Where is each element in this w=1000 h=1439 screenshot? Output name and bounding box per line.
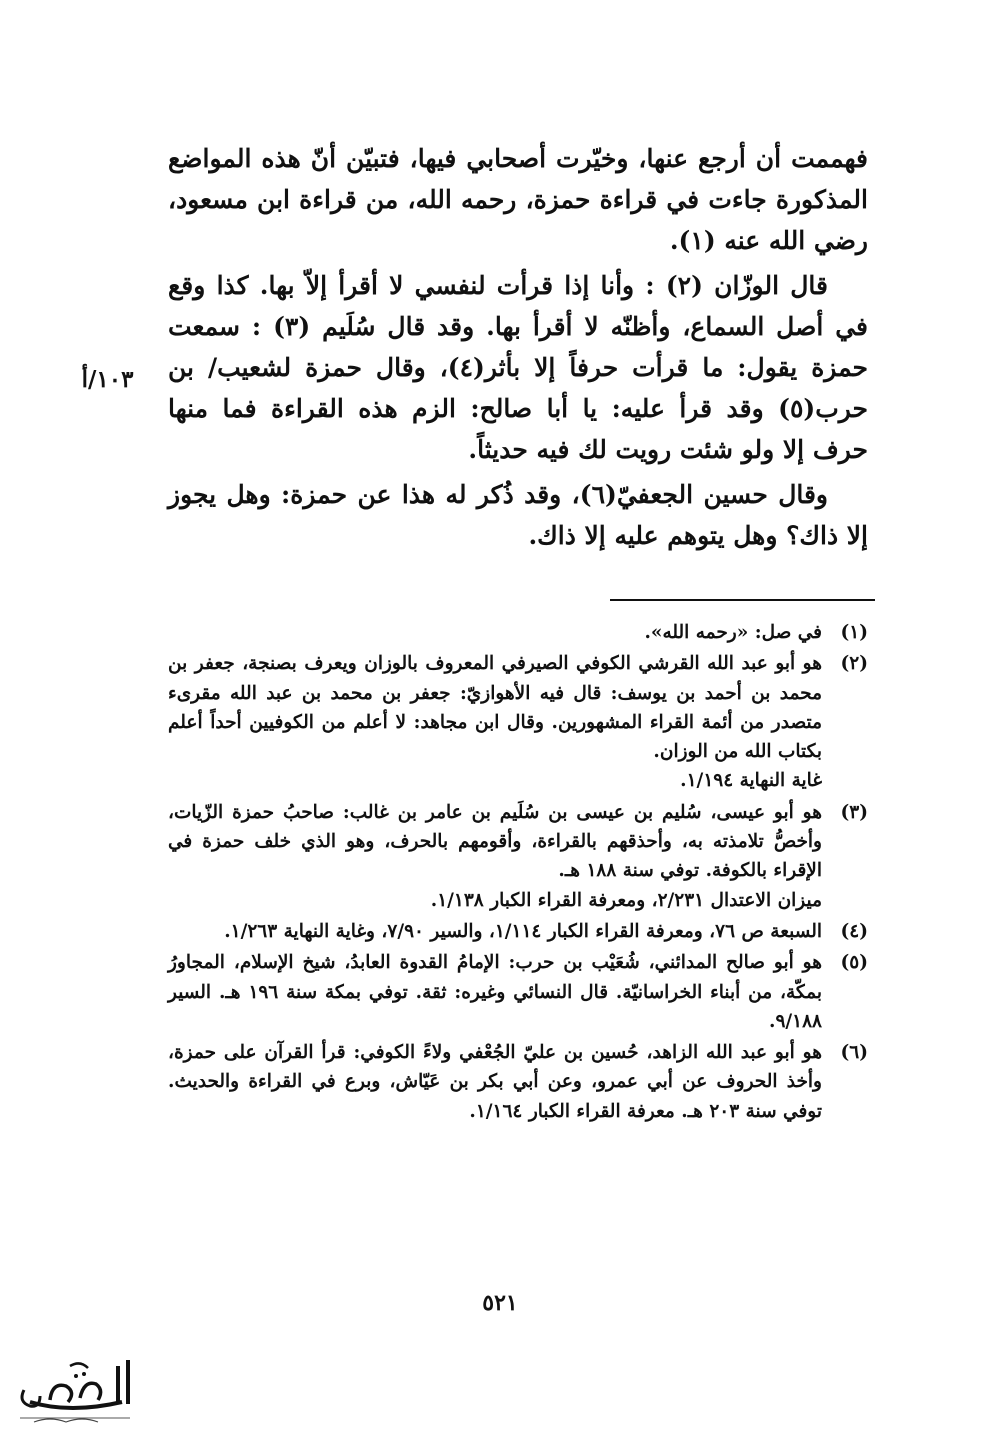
footnote-text: هو أبو عبد الله الزاهد، حُسين بن عليّ الجُعْفي ولاءً الكوفي: قرأ القرآن على حمزة، وأخذ الحروف عن أبي عمرو، وعن أبي بكر بن عَيّاش، وبرع في القراءة والحديث. توفي سنة ٢٠٣ هـ. معرفة القراء الكبار ١/١٦٤. bbox=[168, 1042, 822, 1122]
footnote-2 bbox=[168, 649, 868, 795]
page-number: ٥٢١ bbox=[482, 1290, 518, 1316]
footnote-reference: ميزان الاعتدال ٢/٢٣١، ومعرفة القراء الكبار ١/١٣٨. bbox=[430, 889, 822, 911]
footnote-6 bbox=[168, 1038, 868, 1126]
main-text-block bbox=[168, 138, 868, 556]
footnote-text: هو أبو عيسى، سُليم بن عيسى بن سُلَيم بن عامر بن غالب: صاحبُ حمزة الزّيات، وأخصُّ تلامذته به، وأحذقهم بالقراءة، وأقومهم بالحرف، وهو الذي خلف حمزة في الإقراء بالكوفة. توفي سنة ١٨٨ هـ. bbox=[168, 801, 822, 882]
footnote-5 bbox=[168, 948, 868, 1036]
footnote-number: (٤) bbox=[840, 920, 868, 942]
paragraph-3: وقال حسين الجعفيّ(٦)، وقد ذُكر له هذا عن حمزة: وهل يجوز إلا ذاك؟ وهل يتوهم عليه إلا ذاك. bbox=[168, 480, 868, 550]
footnote-text: هو أبو عبد الله القرشي الكوفي الصيرفي المعروف بالوزان ويعرف بصنجة، جعفر بن محمد بن أحمد بن يوسف: قال فيه الأهوازيّ: جعفر بن محمد بن عبد الله مقرىء متصدر من أئمة القراء المشهورين. وقال ابن مجاهد: لا أعلم من الكوفيين أحداً أعلم بكتاب الله من الوزان. bbox=[168, 653, 822, 763]
calligraphy-logo-icon bbox=[10, 1352, 138, 1427]
paragraph-1: فهممت أن أرجع عنها، وخيّرت أصحابي فيها، فتبيّن أنّ هذه المواضع المذكورة جاءت في قراءة حمزة، رحمه الله، من قراءة ابن مسعود، رضي الله عنه (١). bbox=[168, 144, 868, 255]
footnote-4 bbox=[168, 917, 868, 946]
footnote-separator bbox=[610, 599, 875, 601]
footnote-number: (٦) bbox=[840, 1042, 868, 1064]
paragraph-2: قال الوزّان (٢) : وأنا إذا قرأت لنفسي لا أقرأ إلاّ بها. كذا وقع في أصل السماع، وأظنّه لا أقرأ بها. وقد قال سُلَيم (٣) : سمعت حمزة يقول: ما قرأت حرفاً إلا بأثر(٤)، وقال حمزة لشعيب/ بن حرب(٥) وقد قرأ عليه: يا أبا صالح: الزم هذه القراءة فما منها حرف إلا ولو شئت رويت لك فيه حديثاً. bbox=[168, 271, 868, 464]
footnote-number: (٢) bbox=[840, 653, 868, 675]
footnote-number: (١) bbox=[840, 622, 868, 643]
manuscript-folio-marker: ١٠٣/أ bbox=[81, 366, 134, 393]
footnotes-block bbox=[168, 618, 868, 1128]
footnote-1 bbox=[168, 618, 868, 647]
footnote-text: السبعة ص ٧٦، ومعرفة القراء الكبار ١/١١٤، والسير ٧/٩٠، وغاية النهاية ١/٢٦٣. bbox=[224, 920, 822, 942]
footnote-reference: غاية النهاية ١/١٩٤. bbox=[680, 770, 822, 792]
footnote-3 bbox=[168, 798, 868, 915]
footnote-number: (٥) bbox=[840, 952, 868, 974]
watermark-logo bbox=[10, 1352, 138, 1427]
footnote-text: هو أبو صالح المدائني، شُعَيْب بن حرب: الإمامُ القدوة العابدُ، شيخ الإسلام، المجاورُ بمكّة، من أبناء الخراسانيّة. قال النسائي وغيره: ثقة. توفي بمكة سنة ١٩٦ هـ. السير ٩/١٨٨. bbox=[168, 952, 822, 1032]
footnote-text: في صل: «رحمه الله». bbox=[644, 622, 822, 643]
footnote-number: (٣) bbox=[840, 801, 868, 823]
